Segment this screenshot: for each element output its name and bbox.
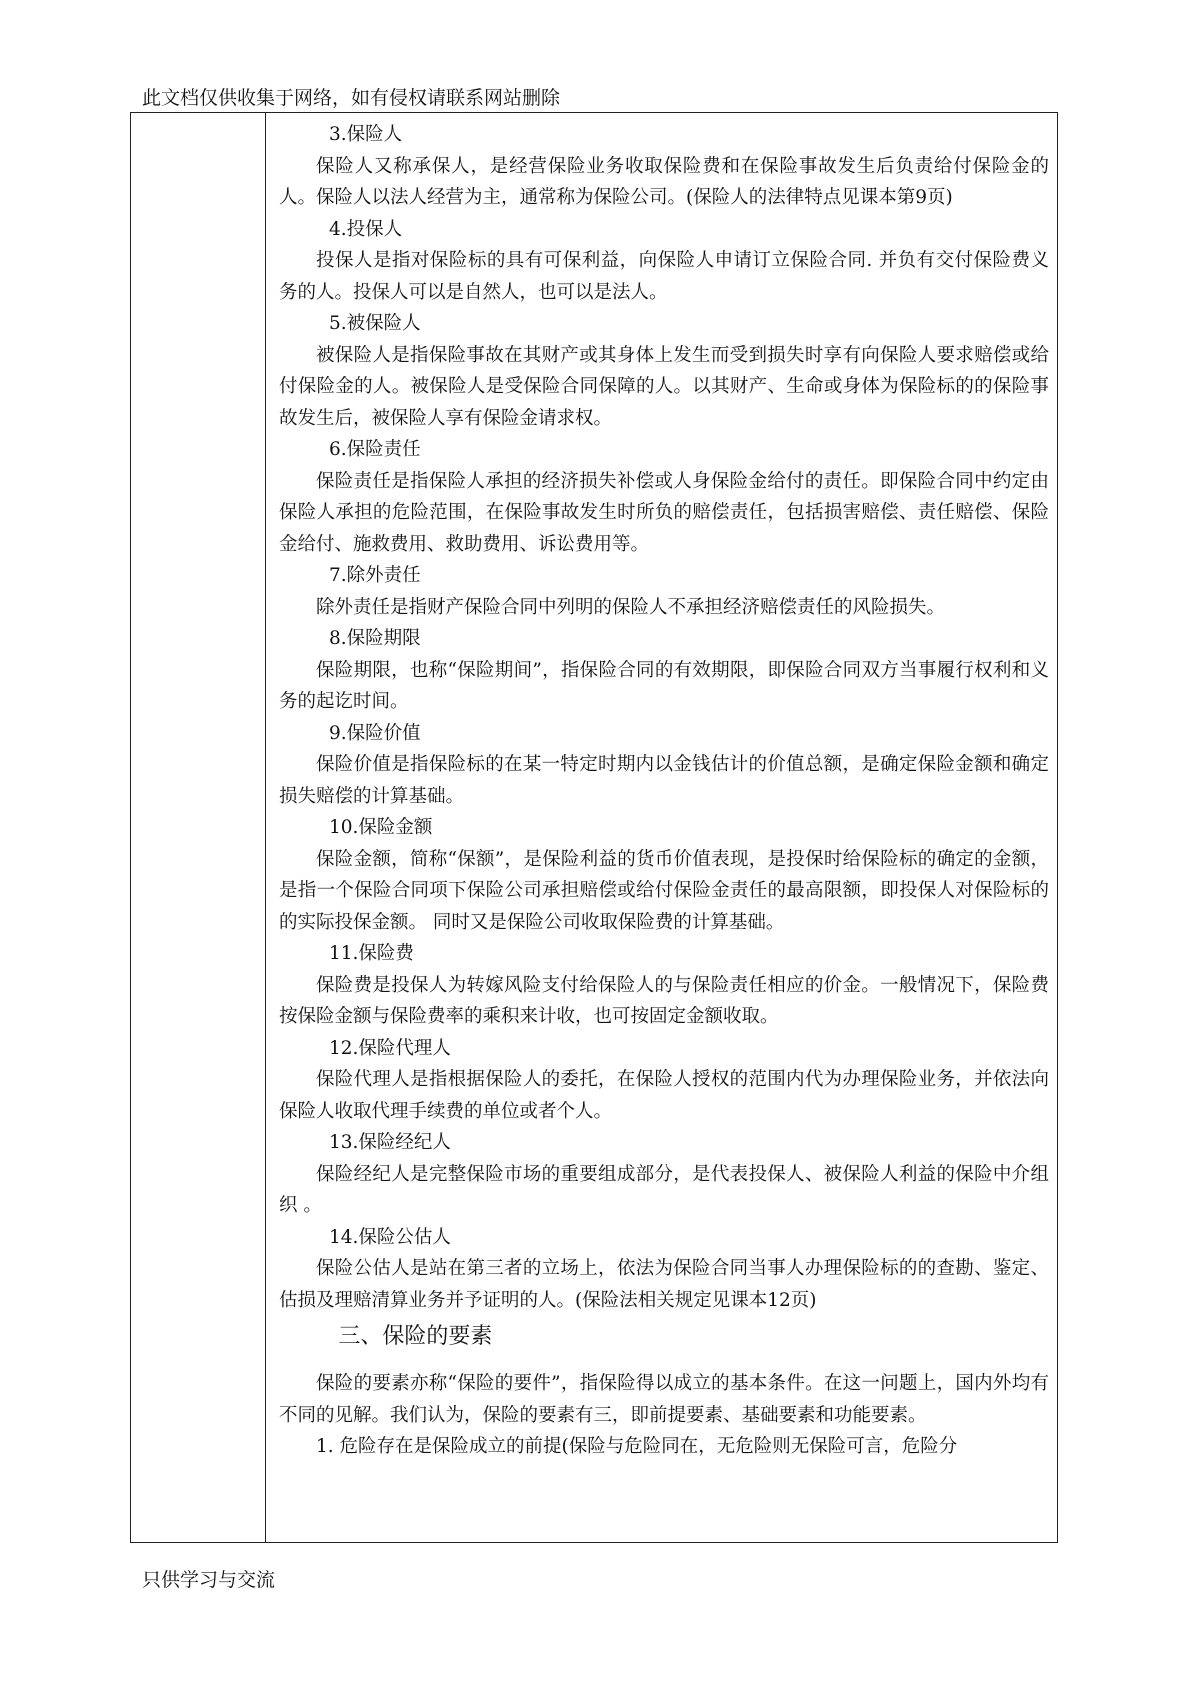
item-body-exclusions: 除外责任是指财产保险合同中列明的保险人不承担经济赔偿责任的风险损失。	[316, 596, 946, 618]
item-body-period: 保险期限，也称“保险期间”，指保险合同的有效期限，即保险合同双方当事履行权利和义务的起讫时间。	[279, 659, 1049, 712]
item-body-agent: 保险代理人是指根据保险人的委托，在保险人授权的范围内代为办理保险业务，并依法向保险人收取代理手续费的单位或者个人。	[279, 1069, 1049, 1122]
item-title-insurer: 3.保险人	[328, 124, 403, 145]
page-header-note: 此文档仅供收集于网络，如有侵权请联系网站删除	[142, 87, 561, 109]
item-title-liability: 6.保险责任	[328, 439, 421, 460]
item-title-premium: 11.保险费	[328, 943, 414, 964]
section-intro: 保险的要素亦称“保险的要件”，指保险得以成立的基本条件。在这一问题上，国内外均有不同的见解。我们认为，保险的要素有三，即前提要素、基础要素和功能要素。	[279, 1373, 1049, 1426]
item-body-adjuster: 保险公估人是站在第三者的立场上，依法为保险合同当事人办理保险标的的查勘、鉴定、估损及理赔清算业务并予证明的人。(保险法相关规定见课本12页)	[279, 1258, 1049, 1311]
item-title-insured: 5.被保险人	[328, 313, 421, 334]
item-body-liability: 保险责任是指保险人承担的经济损失补偿或人身保险金给付的责任。即保险合同中约定由保险人承担的危险范围，在保险事故发生时所负的赔偿责任，包括损害赔偿、责任赔偿、保险金给付、施救费用、救助费用、诉讼费用等。	[279, 470, 1049, 555]
item-body-premium: 保险费是投保人为转嫁风险支付给保险人的与保险责任相应的价金。一般情况下，保险费按保险金额与保险费率的乘积来计收，也可按固定金额收取。	[279, 974, 1049, 1027]
item-body-broker: 保险经纪人是完整保险市场的重要组成部分，是代表投保人、被保险人利益的保险中介组织 。	[279, 1163, 1049, 1216]
item-body-insured-value: 保险价值是指保险标的在某一特定时期内以金钱估计的价值总额，是确定保险金额和确定损失赔偿的计算基础。	[279, 754, 1049, 807]
table-column-divider	[265, 113, 266, 1542]
item-title-period: 8.保险期限	[328, 628, 421, 649]
item-body-insurer: 保险人又称承保人，是经营保险业务收取保险费和在保险事故发生后负责给付保险金的人。保险人以法人经营为主，通常称为保险公司。(保险人的法律特点见课本第9页)	[279, 155, 1049, 208]
item-title-policyholder: 4.投保人	[328, 218, 403, 240]
item-title-broker: 13.保险经纪人	[328, 1132, 451, 1153]
item-title-exclusions: 7.除外责任	[328, 565, 421, 586]
item-title-sum-insured: 10.保险金额	[328, 817, 433, 838]
item-title-adjuster: 14.保险公估人	[328, 1226, 451, 1248]
item-title-insured-value: 9.保险价值	[328, 722, 421, 744]
content-table	[130, 112, 1058, 1543]
page-footer-note: 只供学习与交流	[142, 1569, 276, 1591]
section-heading: 三、保险的要素	[338, 1324, 493, 1349]
item-body-policyholder: 投保人是指对保险标的具有可保利益，向保险人申请订立保险合同. 并负有交付保险费义务的人。投保人可以是自然人，也可以是法人。	[279, 250, 1049, 303]
section-first-point: 1. 危险存在是保险成立的前提(保险与危险同在，无危险则无保险可言，危险分	[316, 1436, 958, 1457]
table-content-cell	[279, 119, 1049, 1463]
item-body-sum-insured: 保险金额，简称“保额”，是保险利益的货币价值表现，是投保时给保险标的确定的金额，是指一个保险合同项下保险公司承担赔偿或给付保险金责任的最高限额，即投保人对保险标的的实际投保金额。 同时又是保险公司收取保险费的计算基础。	[279, 848, 1049, 933]
item-body-insured: 被保险人是指保险事故在其财产或其身体上发生而受到损失时享有向保险人要求赔偿或给付保险金的人。被保险人是受保险合同保障的人。以其财产、生命或身体为保险标的的保险事故发生后，被保险人享有保险金请求权。	[279, 344, 1049, 429]
item-title-agent: 12.保险代理人	[328, 1037, 451, 1059]
